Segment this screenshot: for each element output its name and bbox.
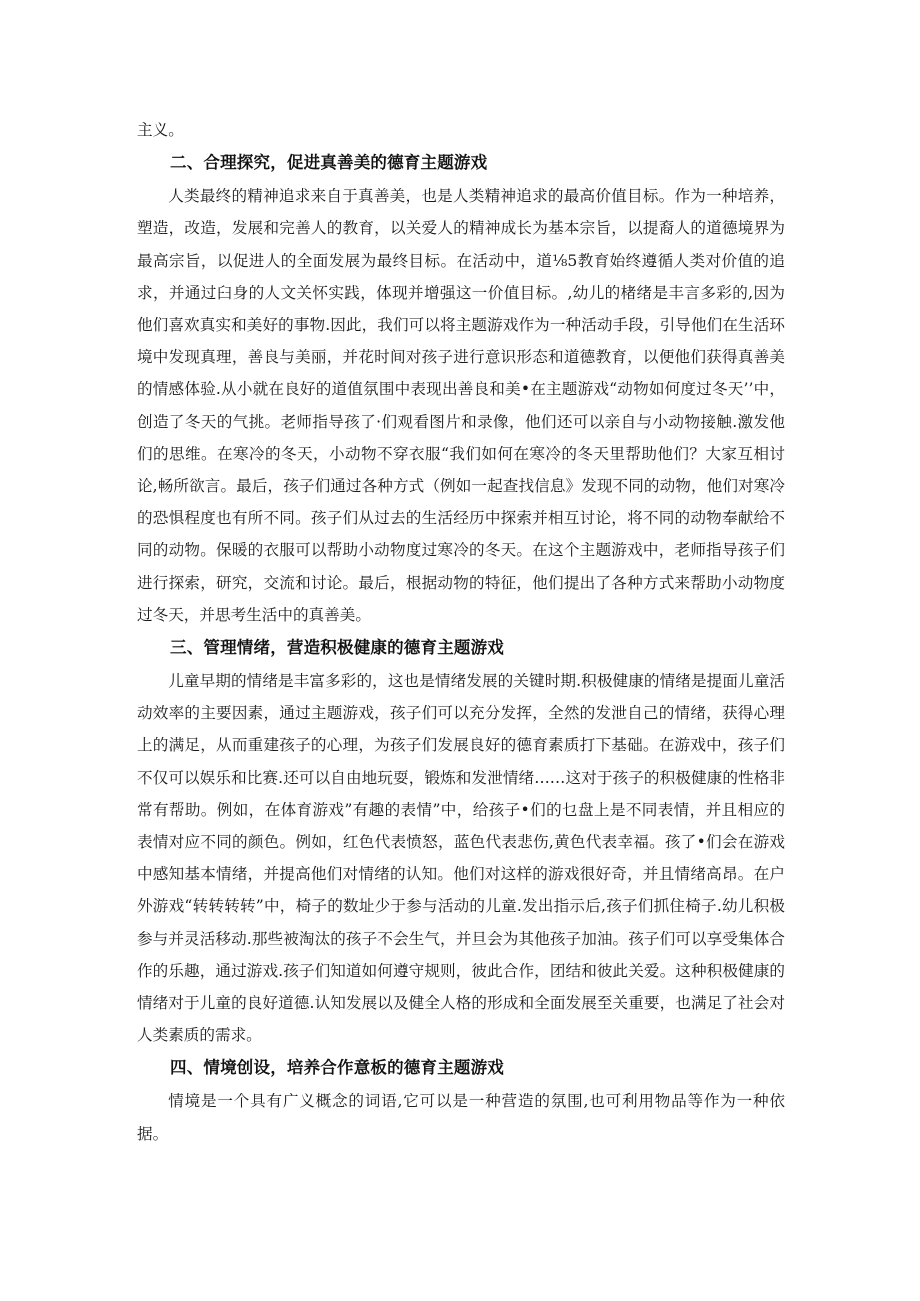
lead-fragment: 主义。 <box>137 121 184 139</box>
section-3-paragraph: 儿童早期的情绪是丰富多彩的，这也是情绪发展的关键时期.积极健康的情绪是提面儿童活动效率的主要因素，通过主题游戏，孩子们可以充分发挥，全然的发泄自己的情绪，获得心理上的满足，从而重建孩子的心理，为孩子们发展良好的德育素质打下基础。在游戏中，孩子们不仅可以娱乐和比赛.还可以自由地玩耍，锻炼和发泄情绪……这对于孩子的积极健康的性格非常有帮助。例如，在体育游戏”有趣的表情”中，给孩子•们的乜盘上是不同表情，并且相应的表情对应不同的颜色。例如，红色代表愤怒，蓝色代表悲伤,黄色代表幸福。孩了•们会在游戏中感知基本情绪，并提高他们对情绪的认知。他们对这样的游戏很好奇，并且情绪高昂。在户外游戏“转转转转”中，椅子的数址少于参与活动的儿童.发出指示后,孩子们抓住椅子.幼儿积极参与并灵活移动.那些被淘汰的孩子不会生气，并旦会为其他孩子加油。孩子们可以享受集体合作的乐趣，通过游戏.孩子们知道如何遵守规则，彼此合作，团结和彼此关爱。这种积极健康的情绪对于儿童的良好道德.认知发展以及健全人格的形成和全面发展至关重要，也满足了社会对人类素质的需求。 <box>137 672 785 1045</box>
document-body <box>137 114 785 1150</box>
section-heading-2: 二、合理探究，促进真善美的德育主题游戏 <box>170 153 488 173</box>
section-2-paragraph: 人类最终的精神追求来自于真善美，也是人类精神追求的最高价值目标。作为一种培养，塑造，改造，发展和完善人的教育，以关爱人的精神成长为基本宗旨，以提裔人的道德境界为最高宗旨，以促进人的全面发展为最终目标。在活动中，道⅛5教育始终遵循人类对价值的追求，并通过臼身的人文关怀实践，体现并增强这一价值目标。,幼儿的楮绪是丰言多彩的,因为他们喜欢真实和美好的事物.因此，我们可以将主题游戏作为一种活动手段，引导他们在生活环境中发现真理，善良与美丽，并花时间对孩子进行意识形态和道德教育，以便他们获得真善美的情感体验.从小就在良好的道值氛围中表现出善良和美•在主题游戏“动物如何度过冬天’’中，创造了冬天的气挑。老师指导孩了·们观看图片和录像，他们还可以亲自与小动物接触.激发他们的思维。在寒冷的冬天，小动物不穿衣服“我们如何在寒冷的冬天里帮助他们？大家互相讨论,畅所欲言。最后，孩子们通过各种方式（例如一起查找信息》发现不同的动物，他们对寒冷的恐惧程度也有所不同。孩子们从过去的生活经历中探索并相互讨论，将不同的动物奉献给不同的动物。保暖的衣服可以帮助小动物度过寒冷的冬天。在这个主题游戏中，老师指导孩子们进行探索，研究，交流和讨论。最后，根据动物的特征，他们提出了各种方式来帮助小动物度过冬天，并思考生活中的真善美。 <box>137 187 785 624</box>
section-4-paragraph: 情境是一个具有广义概念的词语,它可以是一种营造的氛围,也可利用物品等作为一种依据。 <box>137 1092 785 1143</box>
section-heading-4: 四、情境创设，培养合作意板的德育主题游戏 <box>170 1058 504 1078</box>
section-heading-3: 三、管理情绪，营造积极健康的德育主题游戏 <box>170 638 504 658</box>
